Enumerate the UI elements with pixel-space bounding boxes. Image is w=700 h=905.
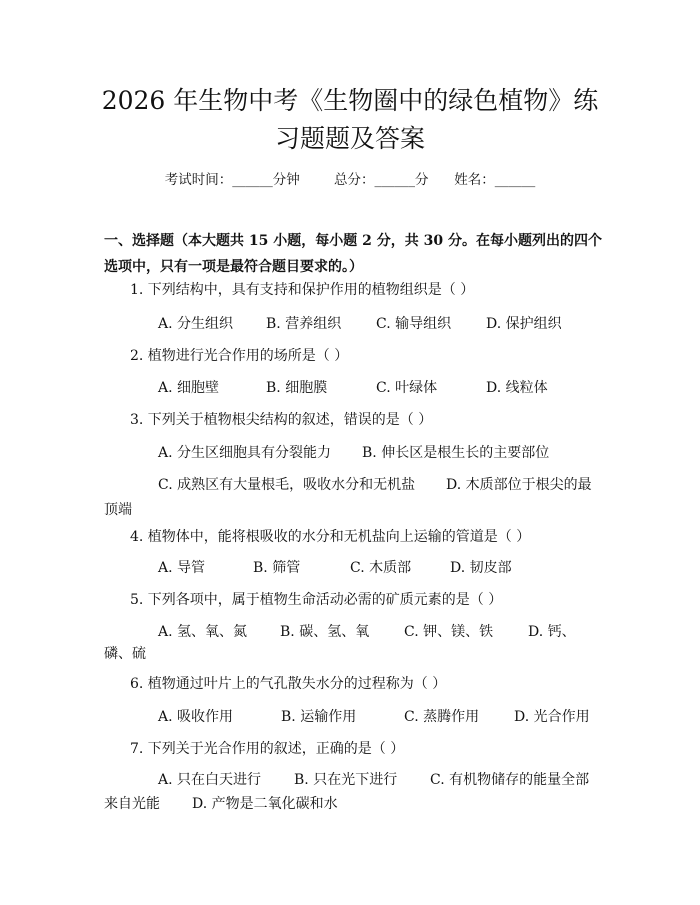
option: D. 保护组织 [486, 316, 562, 332]
score-blank: ______ [374, 172, 416, 188]
question-stem: 7. 下列关于光合作用的叙述，正确的是（ ） [130, 741, 405, 757]
option: A. 分生组织 [158, 316, 234, 332]
question-stem: 4. 植物体中，能将根吸收的水分和无机盐向上运输的管道是（ ） [130, 529, 531, 545]
option: C. 输导组织 [376, 316, 452, 332]
option: A. 细胞壁 [158, 380, 220, 396]
option: B. 筛管 [253, 560, 301, 576]
option: B. 只在光下进行 [294, 772, 398, 788]
option: B. 运输作用 [281, 709, 357, 725]
option: B. 营养组织 [266, 316, 342, 332]
option-wrap: 磷、硫 [104, 646, 146, 662]
score-label: 总分： [334, 172, 375, 188]
question-stem: 3. 下列关于植物根尖结构的叙述，错误的是（ ） [130, 412, 433, 428]
question-stem: 6. 植物通过叶片上的气孔散失水分的过程称为（ ） [130, 676, 447, 692]
option: D. 光合作用 [514, 709, 590, 725]
name-label: 姓名： [454, 172, 495, 188]
question-stem: 1. 下列结构中，具有支持和保护作用的植物组织是（ ） [130, 282, 475, 298]
option: C. 木质部 [350, 560, 412, 576]
question-stem: 5. 下列各项中，属于植物生命活动必需的矿质元素的是（ ） [130, 592, 503, 608]
option: D. 钙、 [528, 624, 576, 640]
option: C. 成熟区有大量根毛，吸收水分和无机盐 [158, 477, 416, 493]
name-blank: ______ [494, 172, 536, 188]
option: B. 伸长区是根生长的主要部位 [362, 445, 550, 461]
option: D. 线粒体 [486, 380, 548, 396]
option: B. 细胞膜 [266, 380, 328, 396]
section-heading: 一、选择题（本大题共 15 小题，每小题 2 分，共 30 分。在每小题列出的四个选项中，只有一项是最符合题目要求的。） [104, 233, 602, 275]
option: A. 导管 [158, 560, 206, 576]
option: A. 吸收作用 [158, 709, 234, 725]
option: D. 木质部位于根尖的最 [446, 477, 592, 493]
page-title: 2026 年生物中考《生物圈中的绿色植物》练习题题及答案 [101, 86, 599, 153]
option: C. 钾、镁、铁 [404, 624, 494, 640]
option: A. 分生区细胞具有分裂能力 [158, 445, 332, 461]
time-label: 考试时间： [164, 172, 233, 188]
option: C. 蒸腾作用 [404, 709, 480, 725]
score-unit: 分 [415, 172, 429, 188]
option-wrap: 顶端 [104, 502, 132, 518]
time-blank: ______ [232, 172, 273, 188]
option: C. 叶绿体 [376, 380, 438, 396]
exam-meta [0, 168, 700, 188]
option: A. 氢、氧、氮 [158, 624, 248, 640]
option: D. 产物是二氧化碳和水 [192, 796, 338, 812]
time-unit: 分钟 [272, 172, 300, 188]
option: C. 有机物储存的能量全部 [430, 772, 590, 788]
option: B. 碳、氢、氧 [280, 624, 370, 640]
option: A. 只在白天进行 [158, 772, 262, 788]
option: 来自光能 [104, 796, 160, 812]
question-stem: 2. 植物进行光合作用的场所是（ ） [130, 348, 349, 364]
option: D. 韧皮部 [450, 560, 512, 576]
